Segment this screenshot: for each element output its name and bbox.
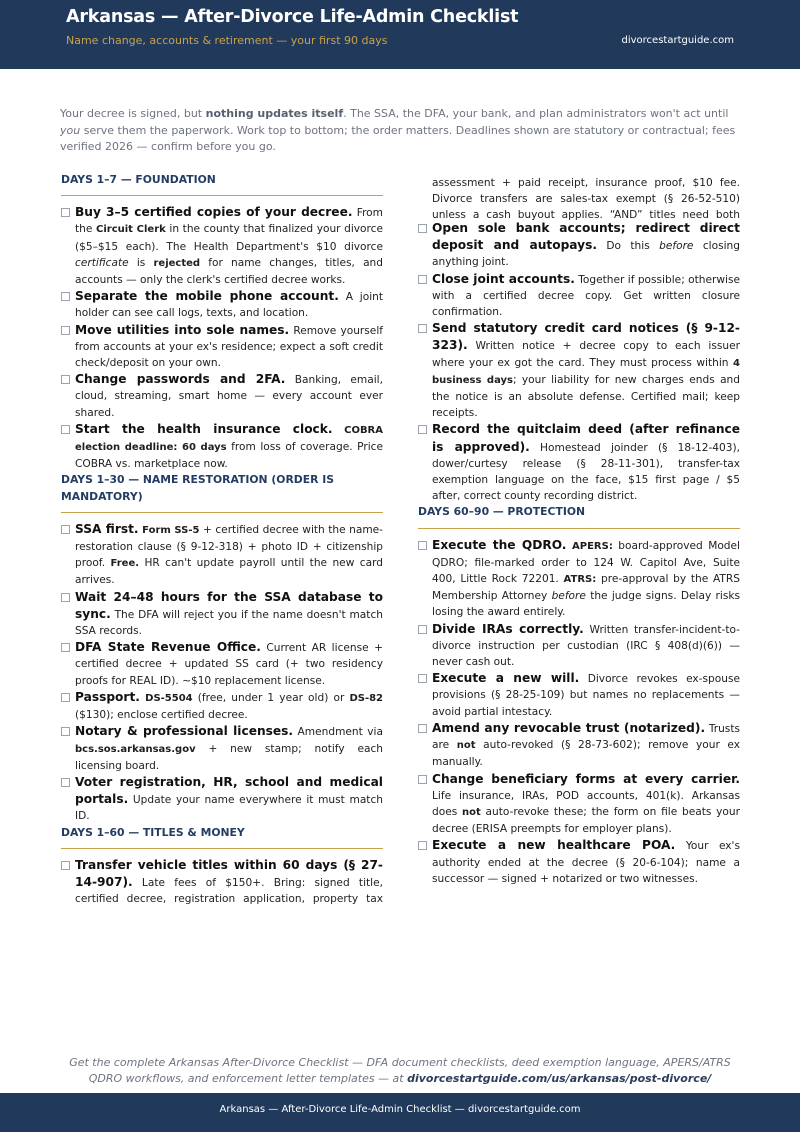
intro-paragraph: Your decree is signed, but nothing updates itself. The SSA, the DFA, your bank, and plan administrators won't act until you serve them the paperwork. Work top to bottom; the order matters. Deadlines shown are statutory or contractual; fees verified 2026 — confirm before you go.	[60, 107, 736, 153]
checkbox[interactable]	[418, 275, 427, 284]
checkbox[interactable]	[61, 593, 70, 602]
checklist-item: DFA State Revenue Office. Current AR license + certified decree + updated SS card (+ two residency proofs for REAL ID). ∼$10 replacement license.	[61, 639, 383, 689]
checklist-item: Send statutory credit card notices (§ 9-12-323). Written notice + decree copy to each issuer where your ex got the card. They must process within 4 business days; your liability for new charges ends and the notice is an absolute defense. Certified mail; keep receipts.	[418, 320, 740, 421]
checklist-item: Amend any revocable trust (notarized). Trusts are not auto-revoked (§ 28-73-602); remove your ex manually.	[418, 720, 740, 771]
checkbox[interactable]	[418, 625, 427, 634]
section-heading-titles-money: DAYS 1–60 — TITLES & MONEY	[61, 825, 383, 849]
checkbox[interactable]	[418, 324, 427, 333]
checkbox[interactable]	[61, 525, 70, 534]
checkbox[interactable]	[61, 425, 70, 434]
checkbox[interactable]	[418, 724, 427, 733]
checkbox[interactable]	[61, 643, 70, 652]
checkbox[interactable]	[61, 208, 70, 217]
checklist-item: Change passwords and 2FA. Banking, email, cloud, streaming, smart home — every account ever shared.	[61, 371, 383, 421]
checklist-item: Separate the mobile phone account. A joint holder can see call logs, texts, and location.	[61, 288, 383, 321]
checkbox[interactable]	[418, 674, 427, 683]
page-subtitle: Name change, accounts & retirement — your first 90 days	[66, 34, 388, 47]
checklist-item: Voter registration, HR, school and medical portals. Update your name everywhere it must match ID.	[61, 774, 383, 825]
page-footer: Arkansas — After-Divorce Life-Admin Checklist — divorcestartguide.com	[0, 1093, 800, 1132]
checkbox[interactable]	[61, 778, 70, 787]
page-header	[0, 0, 800, 69]
checklist-item-continued: assessment + paid receipt, insurance proof, $10 fee. Divorce transfers are sales-tax exempt (§ 26-52-510) unless a cash buyout applies. “AND” titles need both	[432, 176, 740, 220]
promo-footnote: Get the complete Arkansas After-Divorce Checklist — DFA document checklists, deed exemption language, APERS/ATRS QDRO workflows, and enforcement letter templates — at divorcestartguide.com/us/arkansas/post-divorce/	[69, 1056, 731, 1085]
checklist-item: Transfer vehicle titles within 60 days (§ 27-14-907). Late fees of $150+. Bring: signed title, certified decree, registration application, property tax	[61, 857, 383, 905]
checklist-item: Record the quitclaim deed (after refinance is approved). Homestead joinder (§ 18-12-403), dower/curtesy release (§ 28-11-301), transfer-tax exemption language on the face, $15 first page / $5 after, correct county recording district.	[418, 421, 740, 504]
checklist-item: Change beneficiary forms at every carrier. Life insurance, IRAs, POD accounts, 401(k). Arkansas does not auto-revoke these; the form on file beats your decree (ERISA preempts for employer plans).	[418, 771, 740, 838]
checklist-item: Passport. DS-5504 (free, under 1 year old) or DS-82 ($130); enclose certified decree.	[61, 689, 383, 723]
section-heading-foundation: DAYS 1–7 — FOUNDATION	[61, 172, 383, 196]
checklist-item: Wait 24–48 hours for the SSA database to sync. The DFA will reject you if the name doesn't match SSA records.	[61, 589, 383, 640]
checklist-item: Start the health insurance clock. COBRA election deadline: 60 days from loss of coverage. Price COBRA vs. marketplace now.	[61, 421, 383, 473]
right-column	[418, 172, 740, 887]
checklist-item: SSA first. Form SS-5 + certified decree with the name-restoration clause (§ 9-12-318) + photo ID + citizenship proof. Free. HR can't update payroll until the new card arrives.	[61, 521, 383, 589]
checkbox[interactable]	[418, 224, 427, 233]
checkbox[interactable]	[61, 326, 70, 335]
checklist-item: Execute a new will. Divorce revokes ex-spouse provisions (§ 28-25-109) but names no replacements — avoid partial intestacy.	[418, 670, 740, 720]
section-heading-protection: DAYS 60–90 — PROTECTION	[418, 504, 740, 528]
checkbox[interactable]	[418, 841, 427, 850]
checkbox[interactable]	[61, 727, 70, 736]
checklist-item: Execute the QDRO. APERS: board-approved Model QDRO; file-marked order to 124 W. Capitol Ave, Suite 400, Little Rock 72201. ATRS: pre-approval by the ATRS Membership Attorney before the judge signs. Delay risks losing the award entirely.	[418, 537, 740, 621]
checklist-item: Move utilities into sole names. Remove yourself from accounts at your ex's residence; expect a soft credit check/deposit on your own.	[61, 322, 383, 372]
header-site-link[interactable]: divorcestartguide.com	[621, 35, 734, 46]
left-column	[61, 172, 383, 905]
checklist-item: Divide IRAs correctly. Written transfer-incident-to-divorce instruction per custodian (IRC § 408(d)(6)) — never cash out.	[418, 621, 740, 671]
checkbox[interactable]	[61, 292, 70, 301]
checkbox[interactable]	[418, 541, 427, 550]
checkbox[interactable]	[418, 775, 427, 784]
page-title: Arkansas — After-Divorce Life-Admin Checklist	[66, 7, 519, 27]
checklist-item: Open sole bank accounts; redirect direct deposit and autopays. Do this before closing anything joint.	[418, 220, 740, 271]
checklist-item: Close joint accounts. Together if possible; otherwise with a certified decree copy. Get written closure confirmation.	[418, 271, 740, 321]
checkbox[interactable]	[61, 375, 70, 384]
checklist-item: Notary & professional licenses. Amendment via bcs.sos.arkansas.gov + new stamp; notify each licensing board.	[61, 723, 383, 774]
checkbox[interactable]	[61, 693, 70, 702]
section-heading-name-restoration: DAYS 1–30 — NAME RESTORATION (ORDER IS MANDATORY)	[61, 472, 383, 512]
checkbox[interactable]	[61, 861, 70, 870]
checklist-item: Execute a new healthcare POA. Your ex's authority ended at the decree (§ 20-6-104); name a successor — signed + notarized or two witnesses.	[418, 837, 740, 887]
checkbox[interactable]	[418, 425, 427, 434]
checklist-item: Buy 3–5 certified copies of your decree. From the Circuit Clerk in the county that finalized your divorce ($5–$15 each). The Health Department's $10 divorce certificate is rejected for name changes, titles, and accounts — only the clerk's certified decree works.	[61, 204, 383, 288]
promo-link[interactable]: divorcestartguide.com/us/arkansas/post-divorce/	[407, 1072, 712, 1085]
